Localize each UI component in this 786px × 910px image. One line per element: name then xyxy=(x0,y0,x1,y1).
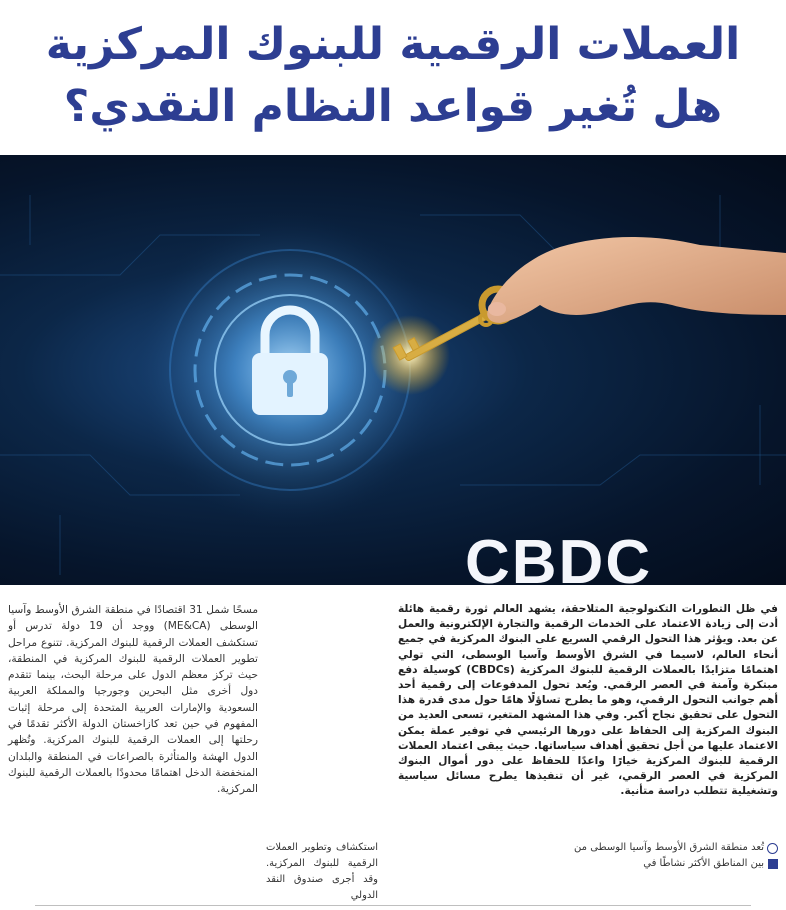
bottom-divider xyxy=(35,905,751,906)
caption-square-icon xyxy=(768,859,778,869)
cbdc-label: CBDC xyxy=(465,528,653,585)
caption-circle-icon xyxy=(767,843,778,854)
caption-text: تُعد منطقة الشرق الأوسط وآسيا الوسطى من بين المناطق الأكثر نشاطًا في xyxy=(574,842,764,869)
article-left-column: مسحًا شمل 31 اقتصادًا في منطقة الشرق الأوسط وآسيا الوسطى (ME&CA) ووجد أن 19 دولة تدرس أو تستكشف العملات الرقمية للبنوك المركزية. تتنوع مراحل تطوير العملات الرقمية للبنوك المركزية في المنطقة، حيث تركز معظم الدول على مرحلة البحث، بينما تتقدم دول أخرى مثل البحرين وجورجيا والمملكة العربية السعودية والإمارات العربية المتحدة إلى مرحلة إثبات المفهوم في حين تعد كازاخستان الدولة الأكثر تقدمًا في رحلتها إلى العملات الرقمية للبنوك المركزية. وتُظهر الدول الهشة والمتأثرة بالصراعات في المنطقة والبلدان المنخفضة الدخل اهتمامًا محدودًا بالعملات الرقمية للبنوك المركزية. xyxy=(8,604,258,796)
headline-line-1: العملات الرقمية للبنوك المركزية xyxy=(45,19,741,70)
hero-illustration xyxy=(0,155,786,585)
article-main-column: في ظل التطورات التكنولوجية المتلاحقة، يشهد العالم ثورة رقمية هائلة أدت إلى زيادة الاعتماد على الخدمات الرقمية والتجارة الإلكترونية والعمل عن بعد. ويؤثر هذا التحول الرقمي السريع على البنوك المركزية في جميع أنحاء العالم، لاسيما في الشرق الأوسط وآسيا الوسطى، التي تولي اهتمامًا متزايدًا بالعملات الرقمية للبنوك المركزية (CBDCs) كوسيلة دفع مبتكرة وآمنة في العصر الرقمي. ويُعد تحول المدفوعات إلى رقمية أحد أهم جوانب التحول الرقمي، وهو ما يطرح تساؤلًا هامًا حول مدى قدرة هذا التحول على تحقيق نجاح أكبر. وفي هذا المشهد المتغير، تسعى العديد من البنوك المركزية إلى الحفاظ على دورها الرئيسي في توفير عملة يمكن الاعتماد عليها من أجل تحقيق أهداف سياساتها. حيث يبقى اعتماد العملات الرقمية للبنوك المركزية خيارًا واعدًا للحفاظ على دور أموال البنوك المركزية في العصر الرقمي، غير أن تنفيذها يطرح مسائل سياسية وتشغيلية تتطلب دراسة متأنية. xyxy=(398,603,779,798)
image-caption xyxy=(574,840,778,872)
hero-image xyxy=(0,155,786,585)
hand xyxy=(487,237,786,323)
headline xyxy=(0,14,786,154)
article-middle-snippet: استكشاف وتطوير العملات الرقمية للبنوك المركزية. وقد أجرى صندوق النقد الدولي xyxy=(266,842,378,901)
headline-line-2: هل تُغير قواعد النظام النقدي؟ xyxy=(63,81,723,132)
